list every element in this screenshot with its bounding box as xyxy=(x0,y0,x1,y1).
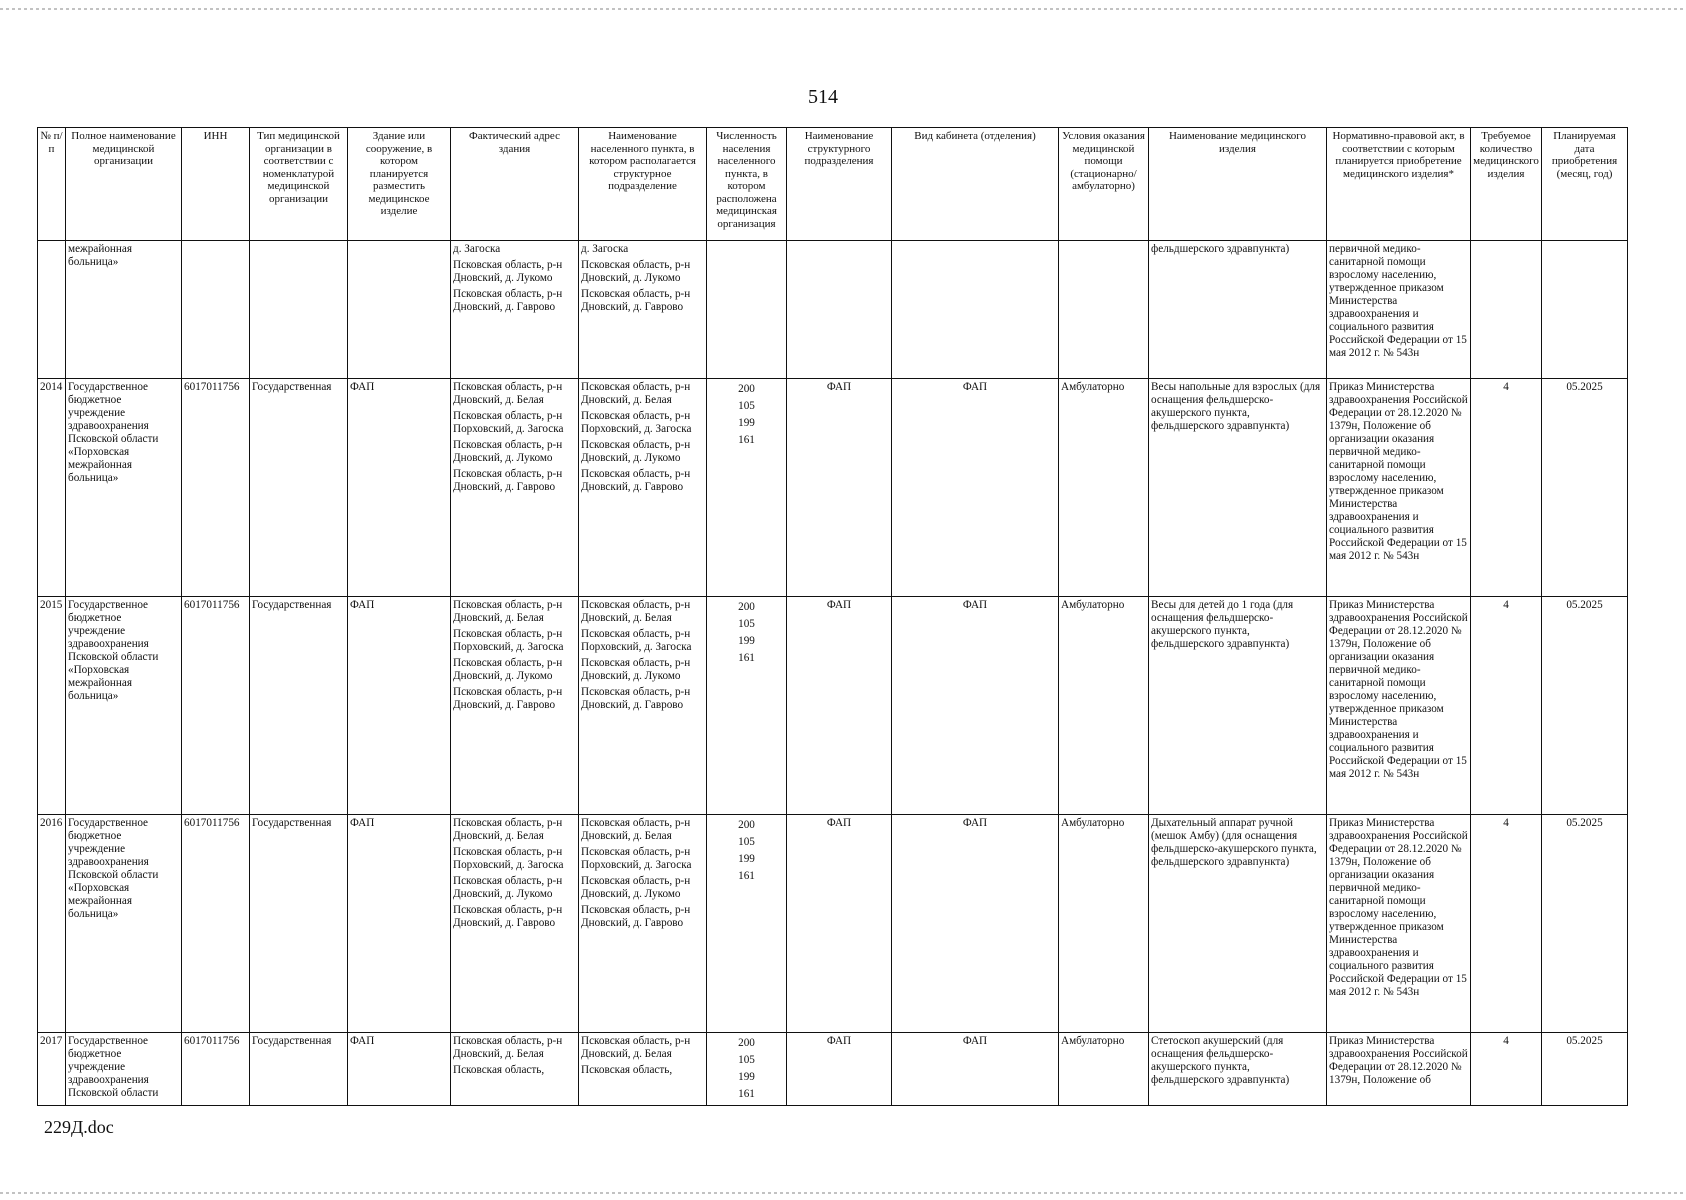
table-row-2017 xyxy=(38,1033,1628,1106)
cell-org: Государственное бюджетное учреждение здравоохранения Псковской области «Порховская межрайонная больница» xyxy=(66,597,182,815)
address-line: Псковская область, р-н Дновский, д. Лукомо xyxy=(453,439,563,464)
scan-artifact-bottom xyxy=(0,1192,1686,1194)
header-cabinet: Вид кабинета (отделения) xyxy=(892,128,1059,241)
document-filename: 229Д.doc xyxy=(44,1117,114,1137)
cell-device: Весы для детей до 1 года (для оснащения фельдшерско-акушерского пункта, фельдшерского здравпункта) xyxy=(1149,597,1327,815)
population-value: 200 xyxy=(738,1037,755,1049)
cell-settlement xyxy=(579,379,707,597)
header-act: Нормативно-правовой акт, в соответствии с которым планируется приобретение медицинского изделия* xyxy=(1327,128,1471,241)
cell-population xyxy=(707,815,787,1033)
cell-qty: 4 xyxy=(1471,1033,1542,1106)
cell-device: Весы напольные для взрослых (для оснащения фельдшерско-акушерского пункта, фельдшерского здравпункта) xyxy=(1149,379,1327,597)
cell-org: межрайонная больница» xyxy=(66,241,182,379)
address-line: Псковская область, xyxy=(453,1064,545,1076)
population-value: 161 xyxy=(738,652,755,664)
cell-act: первичной медико-санитарной помощи взрослому населению, утвержденное приказом Министерства здравоохранения и социального развития Российской Федерации от 15 мая 2012 г. № 543н xyxy=(1327,241,1471,379)
cell-type: Государственная xyxy=(250,1033,348,1106)
address-line: Псковская область, р-н Дновский, д. Белая xyxy=(453,599,563,624)
cell-num: 2017 xyxy=(38,1033,66,1106)
cell-num: 2015 xyxy=(38,597,66,815)
address-line: Псковская область, р-н Дновский, д. Белая xyxy=(453,817,563,842)
cell-unit: ФАП xyxy=(787,379,892,597)
cell-conditions: Амбулаторно xyxy=(1059,1033,1149,1106)
settlement-line: Псковская область, р-н Дновский, д. Белая xyxy=(581,817,691,842)
table-row-continuation xyxy=(38,241,1628,379)
cell-date xyxy=(1542,241,1628,379)
population-value: 105 xyxy=(738,836,755,848)
cell-address xyxy=(451,597,579,815)
cell-type: Государственная xyxy=(250,597,348,815)
cell-unit: ФАП xyxy=(787,815,892,1033)
cell-building: ФАП xyxy=(348,815,451,1033)
settlement-line: Псковская область, р-н Порховский, д. Загоска xyxy=(581,410,692,435)
settlement-line: Псковская область, xyxy=(581,1064,673,1076)
cell-qty: 4 xyxy=(1471,379,1542,597)
address-line: Псковская область, р-н Порховский, д. Загоска xyxy=(453,410,564,435)
medical-equipment-table xyxy=(37,127,1628,1106)
cell-qty xyxy=(1471,241,1542,379)
address-line: Псковская область, р-н Дновский, д. Лукомо xyxy=(453,259,563,284)
cell-address xyxy=(451,815,579,1033)
cell-unit: ФАП xyxy=(787,1033,892,1106)
cell-inn: 6017011756 xyxy=(182,1033,250,1106)
settlement-line: Псковская область, р-н Дновский, д. Гаврово xyxy=(581,468,691,493)
scan-artifact-top xyxy=(0,8,1686,10)
cell-inn xyxy=(182,241,250,379)
cell-population xyxy=(707,241,787,379)
table-row-2016 xyxy=(38,815,1628,1033)
table-header-row xyxy=(38,128,1628,241)
cell-address xyxy=(451,241,579,379)
cell-act: Приказ Министерства здравоохранения Российской Федерации от 28.12.2020 № 1379н, Положение об организации оказания первичной медико-санитарной помощи взрослому населению, утвержденное приказом Министерства здравоохранения и социального развития Российской Федерации от 15 мая 2012 г. № 543н xyxy=(1327,597,1471,815)
cell-address xyxy=(451,379,579,597)
header-num: № п/п xyxy=(38,128,66,241)
population-value: 200 xyxy=(738,819,755,831)
settlement-line: Псковская область, р-н Дновский, д. Лукомо xyxy=(581,875,691,900)
header-inn: ИНН xyxy=(182,128,250,241)
header-settlement: Наименование населенного пункта, в котором располагается структурное подразделение xyxy=(579,128,707,241)
population-value: 200 xyxy=(738,601,755,613)
cell-settlement xyxy=(579,1033,707,1106)
header-building: Здание или сооружение, в котором планируется разместить медицинское изделие xyxy=(348,128,451,241)
address-line: Псковская область, р-н Порховский, д. Загоска xyxy=(453,628,564,653)
address-line: Псковская область, р-н Дновский, д. Гаврово xyxy=(453,468,563,493)
header-population: Численность населения населенного пункта, в котором расположена медицинская организация xyxy=(707,128,787,241)
header-conditions: Условия оказания медицинской помощи (стационарно/ амбулаторно) xyxy=(1059,128,1149,241)
cell-building: ФАП xyxy=(348,597,451,815)
settlement-line: д. Загоска xyxy=(581,243,629,255)
header-unit: Наименование структурного подразделения xyxy=(787,128,892,241)
settlement-line: Псковская область, р-н Дновский, д. Белая xyxy=(581,381,691,406)
header-address: Фактический адрес здания xyxy=(451,128,579,241)
address-line: Псковская область, р-н Порховский, д. Загоска xyxy=(453,846,564,871)
cell-cabinet xyxy=(892,241,1059,379)
cell-qty: 4 xyxy=(1471,597,1542,815)
cell-act: Приказ Министерства здравоохранения Российской Федерации от 28.12.2020 № 1379н, Положение об организации оказания первичной медико-санитарной помощи взрослому населению, утвержденное приказом Министерства здравоохранения и социального развития Российской Федерации от 15 мая 2012 г. № 543н xyxy=(1327,379,1471,597)
settlement-line: Псковская область, р-н Дновский, д. Лукомо xyxy=(581,657,691,682)
cell-type: Государственная xyxy=(250,815,348,1033)
settlement-line: Псковская область, р-н Дновский, д. Гаврово xyxy=(581,904,691,929)
population-value: 105 xyxy=(738,1054,755,1066)
cell-building: ФАП xyxy=(348,379,451,597)
cell-cabinet: ФАП xyxy=(892,815,1059,1033)
address-line: Псковская область, р-н Дновский, д. Гаврово xyxy=(453,686,563,711)
population-value: 161 xyxy=(738,434,755,446)
cell-settlement xyxy=(579,597,707,815)
cell-inn: 6017011756 xyxy=(182,379,250,597)
header-org: Полное наименование медицинской организации xyxy=(66,128,182,241)
cell-type xyxy=(250,241,348,379)
address-line: д. Загоска xyxy=(453,243,501,255)
cell-act: Приказ Министерства здравоохранения Российской Федерации от 28.12.2020 № 1379н, Положение об xyxy=(1327,1033,1471,1106)
cell-date: 05.2025 xyxy=(1542,1033,1628,1106)
cell-act: Приказ Министерства здравоохранения Российской Федерации от 28.12.2020 № 1379н, Положение об организации оказания первичной медико-санитарной помощи взрослому населению, утвержденное приказом Министерства здравоохранения и социального развития Российской Федерации от 15 мая 2012 г. № 543н xyxy=(1327,815,1471,1033)
cell-conditions xyxy=(1059,241,1149,379)
population-value: 200 xyxy=(738,383,755,395)
cell-building: ФАП xyxy=(348,1033,451,1106)
cell-org: Государственное бюджетное учреждение здравоохранения Псковской области xyxy=(66,1033,182,1106)
settlement-line: Псковская область, р-н Дновский, д. Лукомо xyxy=(581,439,691,464)
population-value: 161 xyxy=(738,1088,755,1100)
population-value: 199 xyxy=(738,853,755,865)
cell-type: Государственная xyxy=(250,379,348,597)
header-qty: Требуемое количество медицинского изделия xyxy=(1471,128,1542,241)
settlement-line: Псковская область, р-н Дновский, д. Лукомо xyxy=(581,259,691,284)
settlement-line: Псковская область, р-н Порховский, д. Загоска xyxy=(581,846,692,871)
population-value: 105 xyxy=(738,400,755,412)
cell-settlement xyxy=(579,815,707,1033)
cell-building xyxy=(348,241,451,379)
cell-conditions: Амбулаторно xyxy=(1059,815,1149,1033)
cell-num: 2014 xyxy=(38,379,66,597)
cell-device: фельдшерского здравпункта) xyxy=(1149,241,1327,379)
cell-population xyxy=(707,379,787,597)
cell-device: Дыхательный аппарат ручной (мешок Амбу) (для оснащения фельдшерско-акушерского пункта, фельдшерского здравпункта) xyxy=(1149,815,1327,1033)
cell-qty: 4 xyxy=(1471,815,1542,1033)
population-value: 199 xyxy=(738,417,755,429)
header-date: Планируемая дата приобретения (месяц, год) xyxy=(1542,128,1628,241)
cell-unit: ФАП xyxy=(787,597,892,815)
settlement-line: Псковская область, р-н Дновский, д. Гаврово xyxy=(581,288,691,313)
cell-date: 05.2025 xyxy=(1542,597,1628,815)
population-value: 105 xyxy=(738,618,755,630)
cell-inn: 6017011756 xyxy=(182,815,250,1033)
address-line: Псковская область, р-н Дновский, д. Белая xyxy=(453,1035,563,1060)
cell-population xyxy=(707,597,787,815)
settlement-line: Псковская область, р-н Дновский, д. Белая xyxy=(581,599,691,624)
settlement-line: Псковская область, р-н Дновский, д. Гаврово xyxy=(581,686,691,711)
cell-population xyxy=(707,1033,787,1106)
address-line: Псковская область, р-н Дновский, д. Гаврово xyxy=(453,288,563,313)
cell-date: 05.2025 xyxy=(1542,379,1628,597)
cell-unit xyxy=(787,241,892,379)
table-row-2014 xyxy=(38,379,1628,597)
cell-date: 05.2025 xyxy=(1542,815,1628,1033)
address-line: Псковская область, р-н Дновский, д. Лукомо xyxy=(453,657,563,682)
settlement-line: Псковская область, р-н Порховский, д. Загоска xyxy=(581,628,692,653)
page-number: 514 xyxy=(808,86,838,108)
cell-inn: 6017011756 xyxy=(182,597,250,815)
cell-cabinet: ФАП xyxy=(892,597,1059,815)
cell-conditions: Амбулаторно xyxy=(1059,379,1149,597)
population-value: 199 xyxy=(738,1071,755,1083)
cell-cabinet: ФАП xyxy=(892,1033,1059,1106)
header-type: Тип медицинской организации в соответствии с номенклатурой медицинской организации xyxy=(250,128,348,241)
address-line: Псковская область, р-н Дновский, д. Гаврово xyxy=(453,904,563,929)
header-device: Наименование медицинского изделия xyxy=(1149,128,1327,241)
cell-cabinet: ФАП xyxy=(892,379,1059,597)
address-line: Псковская область, р-н Дновский, д. Белая xyxy=(453,381,563,406)
cell-settlement xyxy=(579,241,707,379)
cell-address xyxy=(451,1033,579,1106)
cell-org: Государственное бюджетное учреждение здравоохранения Псковской области «Порховская межрайонная больница» xyxy=(66,815,182,1033)
cell-num xyxy=(38,241,66,379)
address-line: Псковская область, р-н Дновский, д. Лукомо xyxy=(453,875,563,900)
cell-num: 2016 xyxy=(38,815,66,1033)
cell-device: Стетоскоп акушерский (для оснащения фельдшерско-акушерского пункта, фельдшерского здравпункта) xyxy=(1149,1033,1327,1106)
population-value: 161 xyxy=(738,870,755,882)
cell-conditions: Амбулаторно xyxy=(1059,597,1149,815)
population-value: 199 xyxy=(738,635,755,647)
table-row-2015 xyxy=(38,597,1628,815)
cell-org: Государственное бюджетное учреждение здравоохранения Псковской области «Порховская межрайонная больница» xyxy=(66,379,182,597)
settlement-line: Псковская область, р-н Дновский, д. Белая xyxy=(581,1035,691,1060)
